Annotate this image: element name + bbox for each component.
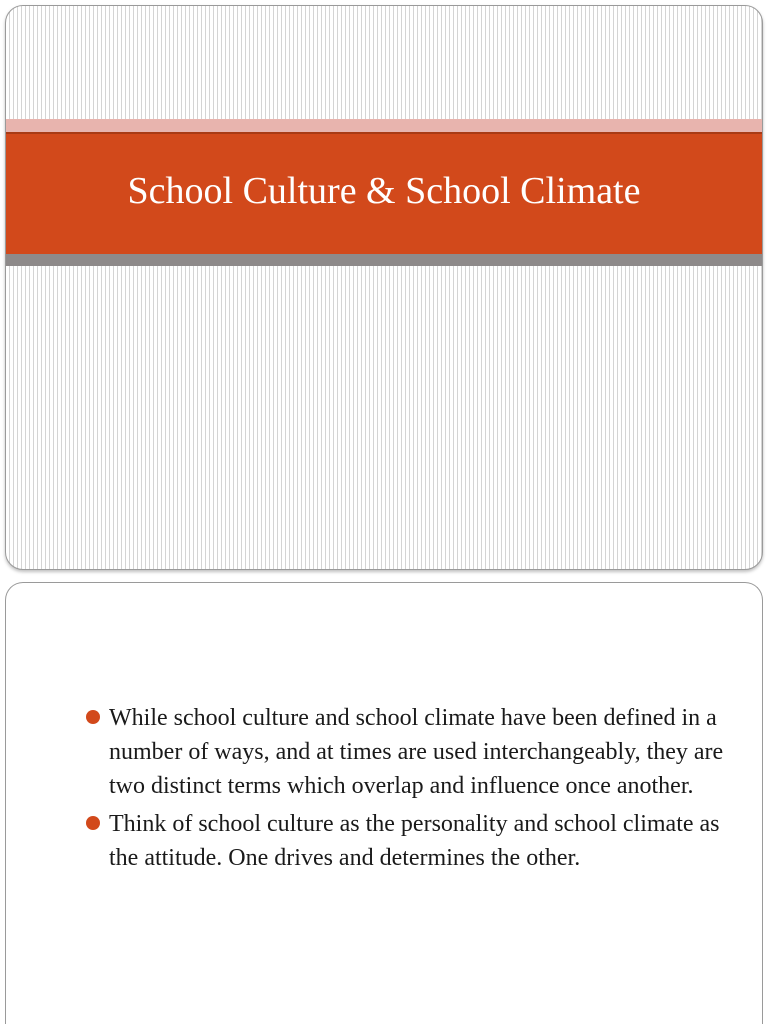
bullet-text: While school culture and school climate have been defined in a number of ways, and at times are used interchangeably, they are two distinct terms which overlap and influence once another.: [109, 705, 724, 799]
bullet-icon: [86, 816, 100, 830]
bullet-item: [86, 701, 726, 803]
content-slide: [5, 582, 763, 1024]
bullet-item: [86, 807, 726, 875]
slide-title: School Culture & School Climate: [127, 170, 641, 212]
bullet-icon: [86, 710, 100, 724]
title-slide: [5, 5, 763, 570]
bullet-list: [86, 701, 726, 879]
bullet-text: Think of school culture as the personality and school climate as the attitude. One drives and determines the other.: [109, 811, 720, 871]
title-band-top-strip: [6, 119, 762, 132]
title-band-bottom-strip: [6, 254, 762, 266]
title-band: [6, 132, 762, 254]
